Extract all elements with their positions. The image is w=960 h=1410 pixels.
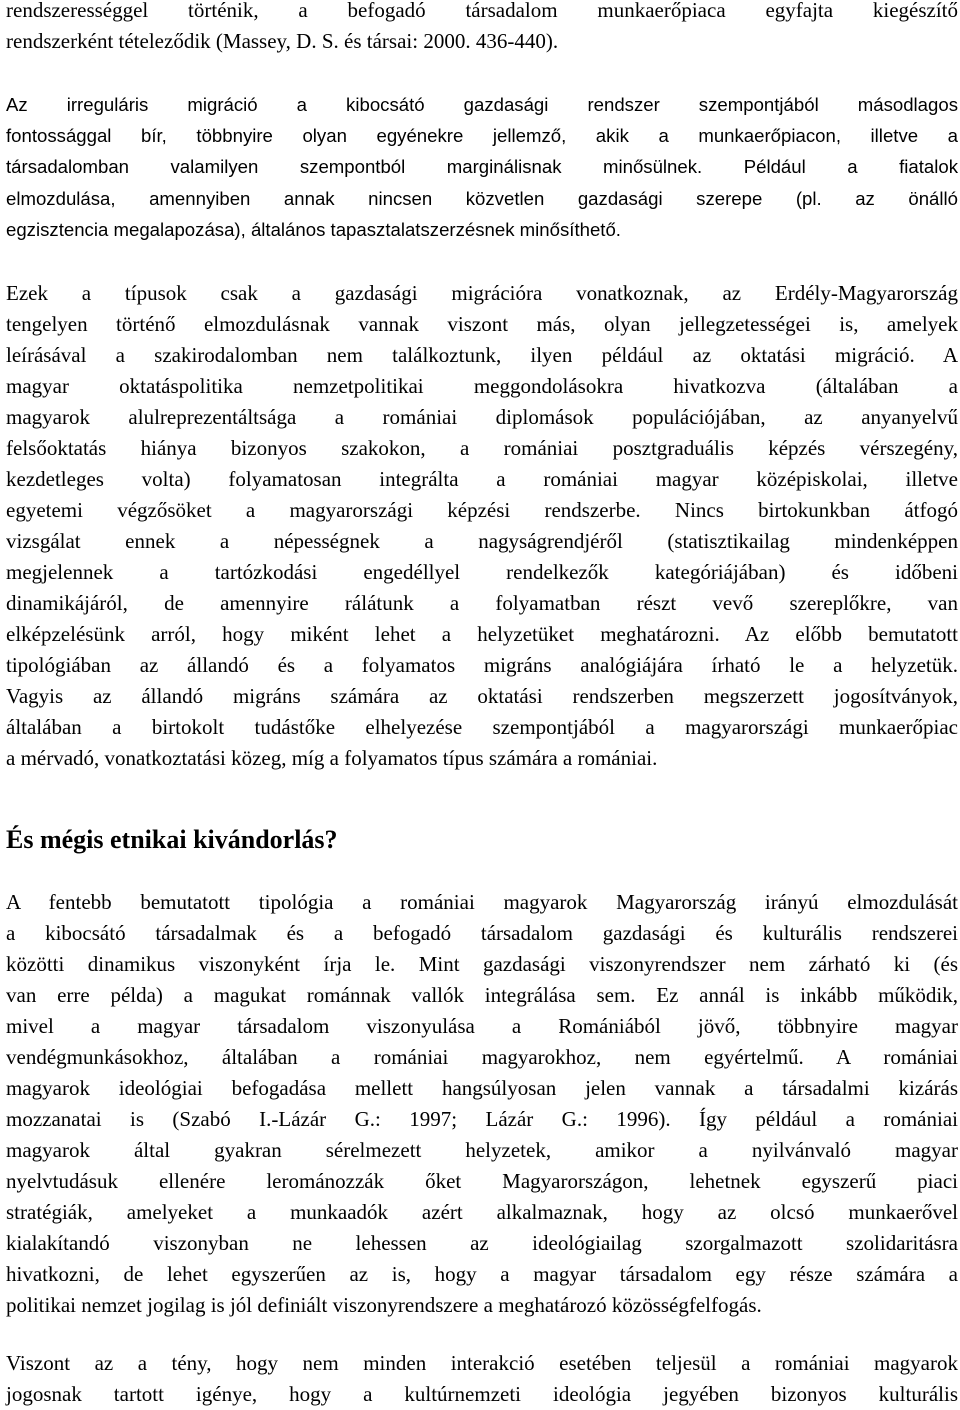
paragraph-educational-migration bbox=[6, 278, 958, 774]
text-line: magyar oktatáspolitika nemzetpolitikai meggondolásokra hivatkozva (általában a bbox=[6, 374, 958, 398]
text-line: leírásával a szakirodalomban nem találkoztunk, ilyen például az oktatási migráció. A bbox=[6, 343, 958, 367]
text-line: van erre példa) a magukat románnak vallók integrálása sem. Ez annál is inkább működik, bbox=[6, 983, 958, 1007]
text-line: rendszerességgel történik, a befogadó társadalom munkaerőpiaca egyfajta kiegészítő bbox=[6, 0, 958, 22]
text-line: Ezek a típusok csak a gazdasági migrációra vonatkoznak, az Erdély-Magyarország bbox=[6, 281, 958, 305]
text-line: politikai nemzet jogilag is jól definiált viszonyrendszere a meghatározó közösségfelfogás. bbox=[6, 1293, 762, 1317]
text-line: magyarok ideológiai befogadása mellett hangsúlyosan jelen vannak a társadalmi kizárás bbox=[6, 1076, 958, 1100]
text-line: mivel a magyar társadalom viszonyulása a Romániából jövő, többnyire magyar bbox=[6, 1014, 958, 1038]
text-line: társadalomban valamilyen szempontból marginálisnak minősülnek. Például a fiatalok bbox=[6, 156, 958, 178]
text-line: stratégiák, amelyeket a munkaadók azért alkalmaznak, hogy az olcsó munkaerővel bbox=[6, 1200, 958, 1224]
text-line: mozzanatai is (Szabó I.-Lázár G.: 1997; Lázár G.: 1996). Így például a romániai bbox=[6, 1107, 958, 1131]
section-heading: És mégis etnikai kivándorlás? bbox=[6, 825, 338, 854]
text-line: vizsgálat ennek a népességnek a nagyságrendjéről (statisztikailag mindenképpen bbox=[6, 529, 958, 553]
paragraph-ethnic-emigration bbox=[6, 887, 958, 1321]
text-line: közötti dinamikus viszonyként írja le. Mint gazdasági viszonyrendszer nem zárható ki (és bbox=[6, 952, 958, 976]
text-line: jogosnak tartott igénye, hogy a kultúrnemzeti ideológia jegyében bizonyos kulturális bbox=[6, 1382, 958, 1406]
text-line: Az irreguláris migráció a kibocsátó gazdasági rendszer szempontjából másodlagos bbox=[6, 94, 958, 115]
text-line: felsőoktatás hiánya bizonyos szakokon, a romániai posztgraduális képzés vérszegény, bbox=[6, 436, 958, 460]
text-line: Viszont az a tény, hogy nem minden interakció esetében teljesül a romániai magyarok bbox=[6, 1351, 958, 1375]
text-line: dinamikájáról, de amennyire rálátunk a folyamatban részt vevő szereplőkre, van bbox=[6, 591, 958, 615]
text-line: tipológiában az állandó és a folyamatos migráns analógiájára írható le a helyzetük. bbox=[6, 653, 958, 677]
text-line: A fentebb bemutatott tipológia a romániai magyarok Magyarország irányú elmozdulását bbox=[6, 890, 958, 914]
text-line: fontossággal bír, többnyire olyan egyénekre jellemző, akik a munkaerőpiacon, illetve a bbox=[6, 125, 958, 147]
paragraph-interaction bbox=[6, 1348, 958, 1410]
text-line: a kibocsátó társadalmak és a befogadó társadalom gazdasági és kulturális rendszerei bbox=[6, 921, 958, 945]
text-line: hivatkozni, de lehet egyszerűen az is, hogy a magyar társadalom egy része számára a bbox=[6, 1262, 958, 1286]
text-line: megjelennek a tartózkodási engedéllyel rendelkezők kategóriájában) és időbeni bbox=[6, 560, 958, 584]
text-line: egyetemi végzősöket a magyarországi képzési rendszerbe. Nincs birtokunkban átfogó bbox=[6, 498, 958, 522]
text-line: rendszerként tételeződik (Massey, D. S. és társai: 2000. 436-440). bbox=[6, 29, 559, 53]
text-line: Vagyis az állandó migráns számára az oktatási rendszerben megszerzett jogosítványok, bbox=[6, 684, 958, 708]
text-line: elmozdulása, amennyiben annak nincsen közvetlen gazdasági szerepe (pl. az önálló bbox=[6, 187, 958, 209]
text-line: elképzelésünk arról, hogy miként lehet a helyzetüket meghatározni. Az előbb bemutatott bbox=[6, 622, 958, 646]
text-line: vendégmunkásokhoz, általában a romániai magyarokhoz, nem egyértelmű. A romániai bbox=[6, 1045, 958, 1069]
paragraph-continuation bbox=[6, 0, 958, 57]
text-line: tengelyen történő elmozdulásnak vannak viszont más, olyan jellegzetességei is, amelyek bbox=[6, 312, 958, 336]
text-line: a mérvadó, vonatkoztatási közeg, míg a folyamatos típus számára a romániai. bbox=[6, 746, 658, 770]
text-line: kezdetleges volta) folyamatosan integrálta a romániai magyar középiskolai, illetve bbox=[6, 467, 958, 491]
text-line: egzisztencia megalapozása), általános tapasztalatszerzésnek minősíthető. bbox=[6, 218, 621, 240]
text-line: magyarok alulreprezentáltsága a romániai diplomások populációjában, az anyanyelvű bbox=[6, 405, 958, 429]
text-line: nyelvtudásuk ellenére lerománozzák őket Magyarországon, lehetnek egyszerű piaci bbox=[6, 1169, 958, 1193]
text-line: magyarok által gyakran sérelmezett helyzetek, amikor a nyilvánvaló magyar bbox=[6, 1138, 958, 1162]
text-line: kialakítandó viszonyban ne lehessen az ideológiailag szorgalmazott szolidaritásra bbox=[6, 1231, 958, 1255]
paragraph-irregular-migration bbox=[6, 89, 958, 245]
text-line: általában a birtokolt tudástőke elhelyezése szempontjából a magyarországi munkaerőpiac bbox=[6, 715, 958, 739]
